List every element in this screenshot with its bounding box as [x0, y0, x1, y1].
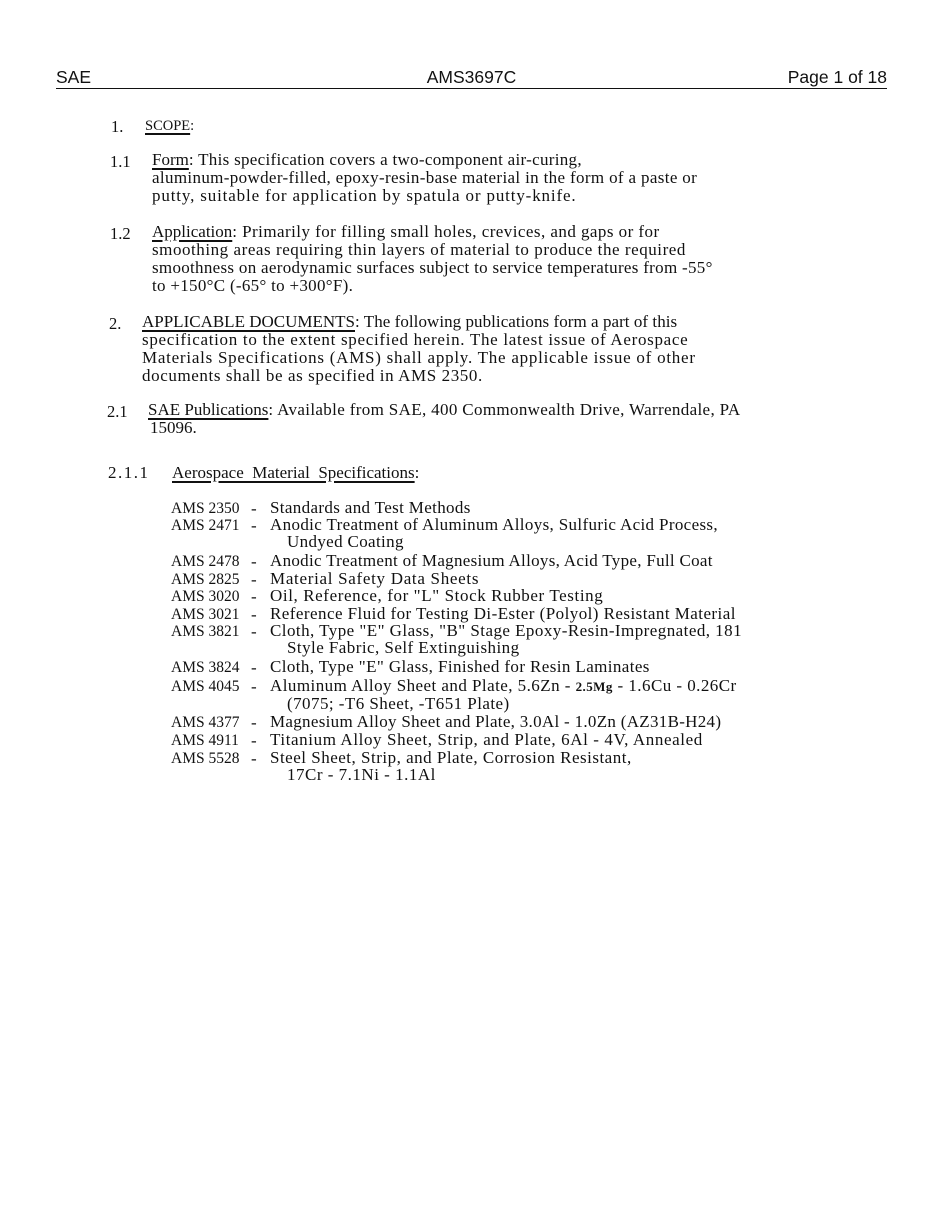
header-org: SAE: [56, 67, 92, 87]
ams-dash: -: [251, 658, 257, 677]
ams-description: [270, 570, 479, 587]
ams-description: [270, 499, 471, 516]
ams-description-text: Magnesium Alloy Sheet and Plate, 3.0Al - 1.0Zn (AZ31B-H24): [270, 712, 722, 731]
section-1-2-line-4: to +150°C (-65° to +300°F).: [152, 276, 354, 295]
ams-code: AMS 3824: [171, 659, 240, 676]
page-header: [56, 66, 887, 89]
ams-description: [270, 677, 737, 712]
section-1-2-line-1: Application: Primarily for filling small holes, crevices, and gaps or for: [152, 222, 660, 241]
ams-dash: -: [251, 570, 257, 589]
section-2-1-heading: SAE Publications: [148, 400, 269, 419]
section-2-number: 2.: [109, 314, 122, 333]
ams-dash: -: [251, 587, 257, 606]
ams-description-text: Material Safety Data Sheets: [270, 569, 480, 588]
header-doc-id: AMS3697C: [426, 67, 517, 87]
section-1-title-suffix: :: [190, 118, 195, 134]
ams-description-continuation: 17Cr - 7.1Ni - 1.1Al: [287, 765, 436, 784]
ams-description: [270, 605, 736, 622]
ams-dash: -: [251, 749, 257, 768]
ams-description-text: Steel Sheet, Strip, and Plate, Corrosion Resistant,: [270, 748, 632, 767]
ams-dash: -: [251, 622, 257, 641]
section-2-1-line-1: SAE Publications: Available from SAE, 400 Commonwealth Drive, Warrendale, PA: [148, 400, 741, 419]
section-1-1-body: [152, 151, 697, 205]
ams-dash: -: [251, 731, 257, 750]
section-1-2-line-3: smoothness on aerodynamic surfaces subject to service temperatures from -55°: [152, 258, 713, 277]
ams-description-text: Cloth, Type "E" Glass, Finished for Resin Laminates: [270, 657, 650, 676]
ams-code: AMS 2350: [171, 500, 240, 517]
ams-code: AMS 2825: [171, 571, 240, 588]
ams-code: AMS 4911: [171, 732, 239, 749]
section-2-line-4: documents shall be as specified in AMS 2350.: [142, 366, 483, 385]
section-1-1-heading: Form: [152, 150, 189, 169]
ams-code: AMS 3020: [171, 588, 240, 605]
ams-dash: -: [251, 677, 257, 696]
ams-description-text: Aluminum Alloy Sheet and Plate, 5.6Zn - 2.5Mg - 1.6Cu - 0.26Cr: [270, 676, 737, 695]
ams-description: [270, 622, 742, 656]
ams-dash: -: [251, 499, 257, 518]
ams-dash: -: [251, 516, 257, 535]
ams-code: AMS 3821: [171, 623, 240, 640]
section-2-heading: APPLICABLE DOCUMENTS: [142, 312, 355, 331]
ams-description-text: Anodic Treatment of Magnesium Alloys, Acid Type, Full Coat: [270, 551, 713, 570]
section-2-line-2: specification to the extent specified herein. The latest issue of Aerospace: [142, 330, 689, 349]
ams-description-continuation: (7075; -T6 Sheet, -T651 Plate): [287, 694, 510, 713]
ams-dash: -: [251, 552, 257, 571]
ams-code: AMS 2471: [171, 517, 240, 534]
ams-description: [270, 516, 718, 550]
ams-description: [270, 749, 632, 783]
header-page-number: Page 1 of 18: [787, 67, 887, 87]
section-2-1-1-heading: Aerospace Material Specifications: [172, 463, 415, 482]
section-2-1-body: [148, 401, 741, 437]
section-2-1-1-heading-line: Aerospace Material Specifications:: [172, 463, 420, 482]
ams-dash: -: [251, 713, 257, 732]
ams-code: AMS 4045: [171, 678, 240, 695]
ams-code: AMS 2478: [171, 553, 240, 570]
section-1-2-heading: Application: [152, 222, 233, 241]
section-2-1-number: 2.1: [107, 402, 128, 421]
section-1-1-line-2: aluminum-powder-filled, epoxy-resin-base material in the form of a paste or: [152, 168, 698, 187]
section-2-line-1: APPLICABLE DOCUMENTS: The following publications form a part of this: [142, 312, 678, 331]
ams-description-continuation: Undyed Coating: [287, 532, 404, 551]
ams-code: AMS 5528: [171, 750, 240, 767]
ams-description: [270, 658, 650, 675]
section-2-1-line-2: 15096.: [150, 418, 197, 437]
ams-description-text: Cloth, Type "E" Glass, "B" Stage Epoxy-Resin-Impregnated, 181: [270, 621, 743, 640]
section-1-2-line-2: smoothing areas requiring thin layers of material to produce the required: [152, 240, 686, 259]
section-1-1-number: 1.1: [110, 152, 131, 171]
section-1-2-number: 1.2: [110, 224, 131, 243]
ams-description-text: Anodic Treatment of Aluminum Alloys, Sulfuric Acid Process,: [270, 515, 718, 534]
ams-code: AMS 4377: [171, 714, 240, 731]
ams-description-inline-small: 2.5Mg: [575, 679, 613, 694]
ams-dash: -: [251, 605, 257, 624]
ams-description: [270, 731, 703, 748]
ams-description: [270, 587, 603, 604]
section-2-1-1-number: 2.1.1: [108, 463, 150, 482]
section-1-2-body: [152, 223, 713, 295]
section-1-title: SCOPE: [145, 118, 191, 134]
section-1-1-line-3: putty, suitable for application by spatula or putty-knife.: [152, 186, 577, 205]
section-1-heading: [145, 118, 194, 135]
ams-code: AMS 3021: [171, 606, 240, 623]
ams-description-text: Reference Fluid for Testing Di-Ester (Polyol) Resistant Material: [270, 604, 736, 623]
section-2-line-3: Materials Specifications (AMS) shall apply. The applicable issue of other: [142, 348, 696, 367]
ams-description-text: Oil, Reference, for "L" Stock Rubber Testing: [270, 586, 604, 605]
ams-description: [270, 552, 713, 569]
ams-description-text: Standards and Test Methods: [270, 498, 471, 517]
ams-description: [270, 713, 721, 730]
section-2-body: [142, 313, 696, 385]
ams-description-text: Titanium Alloy Sheet, Strip, and Plate, 6Al - 4V, Annealed: [270, 730, 703, 749]
ams-description-continuation: Style Fabric, Self Extinguishing: [287, 638, 520, 657]
section-1-number: 1.: [111, 117, 124, 136]
section-1-1-line-1: Form: This specification covers a two-component air-curing,: [152, 150, 582, 169]
